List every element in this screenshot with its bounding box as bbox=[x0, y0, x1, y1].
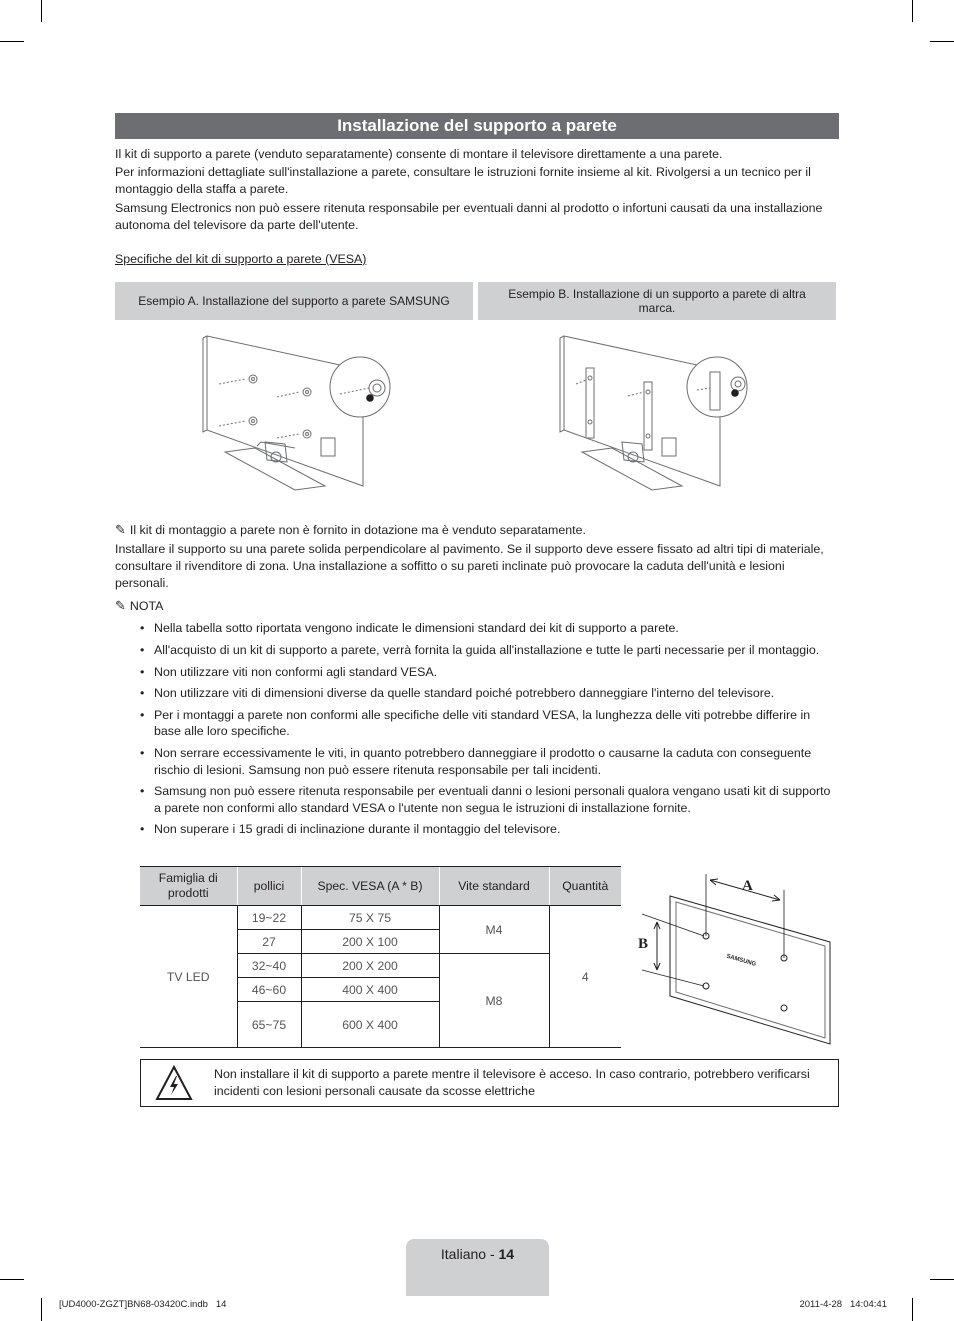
crop-mark bbox=[0, 41, 24, 42]
table-header-row bbox=[140, 867, 621, 906]
inches-cell: 19~22 bbox=[237, 906, 301, 930]
list-item: • Non utilizzare viti non conformi agli standard VESA. bbox=[140, 664, 840, 680]
header-screw: Vite standard bbox=[439, 867, 549, 906]
nota-label: NOTA bbox=[129, 599, 164, 613]
nota-bullet-list bbox=[140, 620, 840, 843]
list-item: • Non serrare eccessivamente le viti, in quanto potrebbero danneggiare il prodotto o causarne la caduta con conseguente rischio di lesioni. Samsung non può essere ritenuta responsabile per tali incidenti. bbox=[140, 745, 840, 778]
screw-cell: M4 bbox=[439, 906, 549, 954]
electric-shock-warning-icon bbox=[155, 1065, 193, 1101]
spec-heading: Specifiche del kit di supporto a parete (VESA) bbox=[115, 252, 367, 266]
vesa-dimension-diagram bbox=[630, 866, 840, 1046]
crop-mark bbox=[912, 0, 913, 22]
inches-cell: 46~60 bbox=[237, 978, 301, 1002]
vesa-cell: 200 X 100 bbox=[301, 930, 439, 954]
intro-paragraph: Samsung Electronics non può essere ritenuta responsabile per eventuali danni al prodotto o infortuni causati da una installazione autonoma del televisore da parte dell'utente. bbox=[115, 201, 823, 233]
crop-mark bbox=[41, 1298, 42, 1321]
dimension-a-label: A bbox=[742, 878, 753, 894]
crop-mark bbox=[0, 1279, 24, 1280]
page-number-tab bbox=[406, 1239, 549, 1296]
note-text: Il kit di montaggio a parete non è fornito in dotazione ma è venduto separatamente. bbox=[129, 523, 586, 537]
list-item: • Non superare i 15 gradi di inclinazione durante il montaggio del televisore. bbox=[140, 821, 840, 837]
warning-box bbox=[140, 1059, 839, 1107]
header-inches: pollici bbox=[237, 867, 301, 906]
samsung-logo-text: SAMSUNG bbox=[725, 953, 757, 968]
family-cell: TV LED bbox=[140, 906, 237, 1048]
inches-cell: 32~40 bbox=[237, 954, 301, 978]
vesa-cell: 200 X 200 bbox=[301, 954, 439, 978]
install-paragraph: Installare il supporto su una parete solida perpendicolare al pavimento. Se il supporto deve essere fissato ad altri tipi di materiale, consultare il rivenditore di zona. Una installazione a soffitto o su pareti inclinate può provocare la caduta dell'unità e lesioni personali. bbox=[115, 542, 824, 591]
table-row bbox=[140, 906, 621, 930]
header-quantity: Quantità bbox=[549, 867, 621, 906]
vesa-spec-table bbox=[140, 866, 621, 1048]
print-file-info: [UD4000-ZGZT]BN68-03420C.indb 14 bbox=[59, 1299, 227, 1310]
print-date-info: 2011-4-28 14:04:41 bbox=[799, 1299, 887, 1310]
tv-wall-mount-illustration-b bbox=[552, 330, 762, 495]
list-item: • Samsung non può essere ritenuta responsabile per eventuali danni o lesioni personali qualora vengano usati kit di supporto a parete non conformi allo standard VESA o l'utente non segua le istruzioni di installazione fornite. bbox=[140, 783, 840, 816]
nota-heading bbox=[115, 598, 839, 615]
vesa-cell: 400 X 400 bbox=[301, 978, 439, 1002]
example-b-label: Esempio B. Installazione di un supporto a parete di altra marca. bbox=[508, 287, 806, 315]
page-title: Installazione del supporto a parete bbox=[115, 113, 839, 139]
list-item: • Non utilizzare viti di dimensioni diverse da quelle standard poiché potrebbero danneggiare l'interno del televisore. bbox=[140, 685, 840, 701]
note-kit-not-included bbox=[115, 522, 839, 539]
warning-text: Non installare il kit di supporto a parete mentre il televisore è acceso. In caso contrario, potrebbero verificarsi incidenti con lesioni personali causate da scosse elettriche bbox=[214, 1067, 810, 1098]
vesa-cell: 75 X 75 bbox=[301, 906, 439, 930]
page-number: 14 bbox=[498, 1246, 515, 1262]
inches-cell: 65~75 bbox=[237, 1002, 301, 1048]
inches-cell: 27 bbox=[237, 930, 301, 954]
screw-cell: M8 bbox=[439, 954, 549, 1048]
crop-mark bbox=[41, 0, 42, 22]
crop-mark bbox=[930, 41, 954, 42]
pencil-note-icon: ✎ bbox=[115, 599, 126, 614]
header-family: Famiglia di prodotti bbox=[140, 867, 237, 906]
page-language: Italiano - bbox=[440, 1246, 499, 1262]
crop-mark bbox=[912, 1298, 913, 1321]
example-b-header bbox=[478, 282, 836, 320]
intro-paragraph: Per informazioni dettagliate sull'installazione a parete, consultare le istruzioni fornite insieme al kit. Rivolgersi a un tecnico per il montaggio della staffa a parete. bbox=[115, 165, 811, 197]
dimension-b-label: B bbox=[638, 936, 649, 952]
example-a-label: Esempio A. Installazione del supporto a parete SAMSUNG bbox=[138, 294, 450, 308]
quantity-cell: 4 bbox=[549, 906, 621, 1048]
vesa-cell: 600 X 400 bbox=[301, 1002, 439, 1048]
intro-paragraph: Il kit di supporto a parete (venduto separatamente) consente di montare il televisore direttamente a una parete. bbox=[115, 147, 723, 161]
header-vesa: Spec. VESA (A * B) bbox=[301, 867, 439, 906]
tv-wall-mount-illustration-a bbox=[195, 330, 405, 495]
pencil-note-icon: ✎ bbox=[115, 523, 126, 538]
example-a-header bbox=[115, 282, 473, 320]
list-item: • Per i montaggi a parete non conformi alle specifiche delle viti standard VESA, la lunghezza delle viti potrebbe differire in base alle loro specifiche. bbox=[140, 707, 840, 740]
crop-mark bbox=[930, 1279, 954, 1280]
list-item: • All'acquisto di un kit di supporto a parete, verrà fornita la guida all'installazione e tutte le parti necessarie per il montaggio. bbox=[140, 642, 840, 658]
list-item: • Nella tabella sotto riportata vengono indicate le dimensioni standard dei kit di supporto a parete. bbox=[140, 620, 840, 636]
